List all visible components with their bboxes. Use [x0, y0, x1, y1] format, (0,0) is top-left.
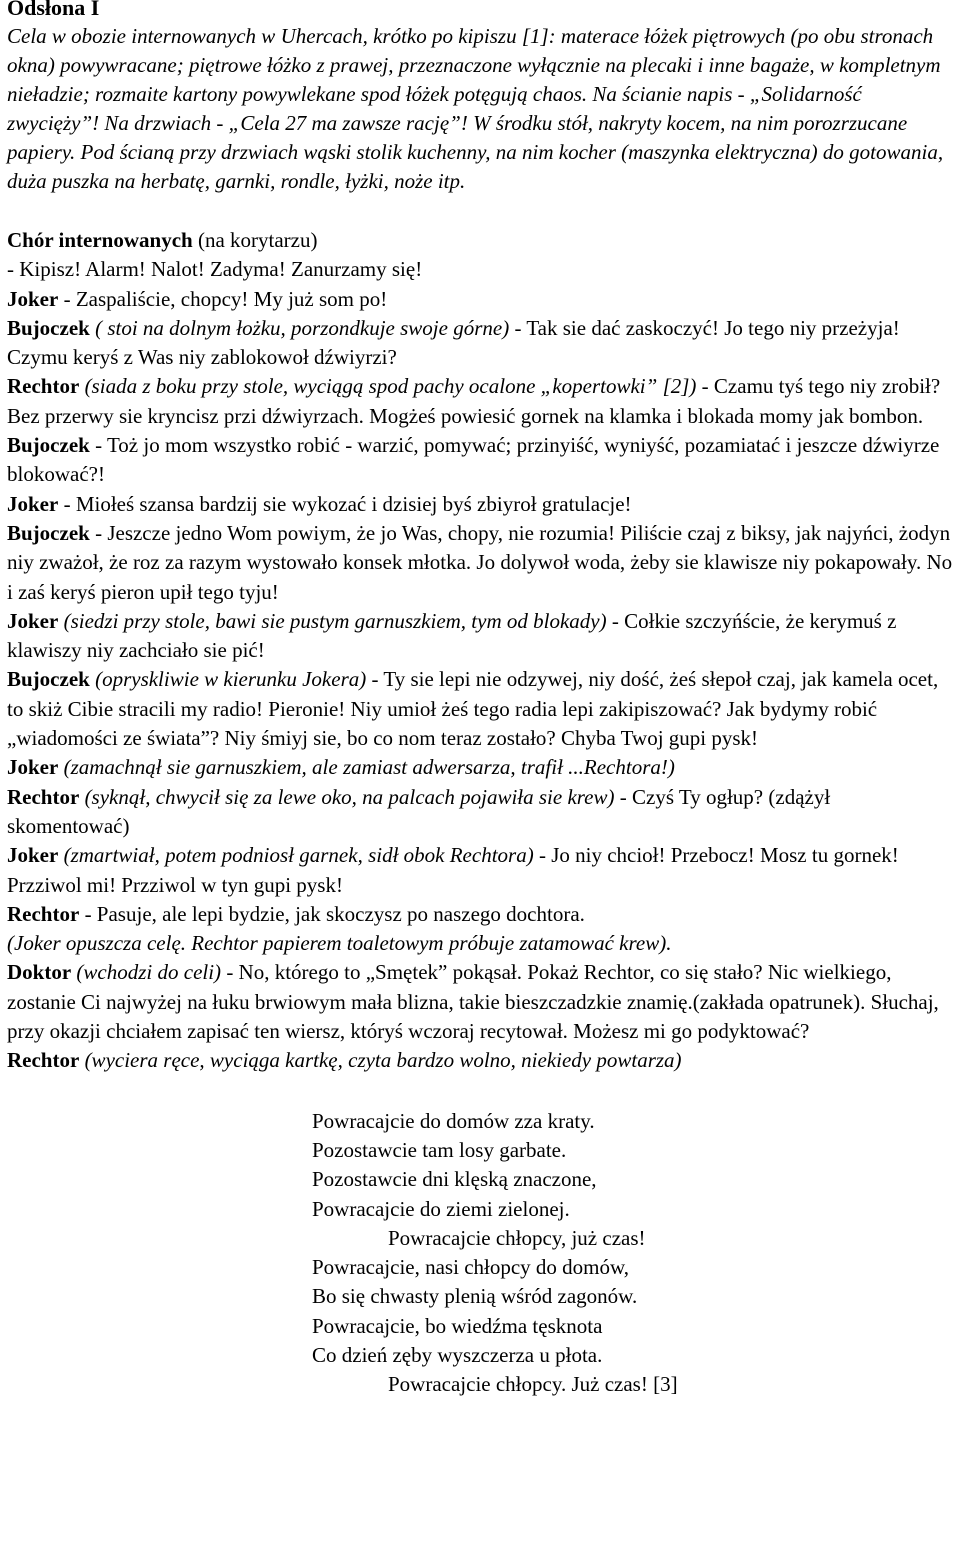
- speaker-name: Rechtor: [7, 374, 80, 399]
- stage-direction: (siada z boku przy stole, wyciągą spod pachy ocalone „kopertowki” [2]): [79, 374, 697, 399]
- dialogue-line: [7, 285, 954, 314]
- poem-verse: Co dzień zęby wyszczerza u płota.: [312, 1342, 603, 1367]
- spoken-text: - Czamu tyś tego niy zrobił? Bez przerwy sie kryncisz przi dźwiyrzach. Mogżeś powiesić gornek na klamka i blokada momy jak bombon.: [7, 374, 941, 428]
- spoken-text: - No, którego to „Smętek” pokąsał. Pokaż Rechtor, co się stało? Nic wielkiego, zostanie Ci najwyżej na łuku brwiowym mała blizna, takie bieszczadzkie znamię.(zakłada opatrunek). Słuchaj, przy okazji chciałem zapisać ten wiersz, któryś wczoraj recytował. Możesz mi go podyktować?: [7, 960, 939, 1044]
- spoken-text: - Zaspaliście, chopcy! My już som po!: [58, 286, 388, 311]
- spoken-text: - Kipisz! Alarm! Nalot! Zadyma! Zanurzamy się!: [7, 257, 423, 282]
- scene-heading: Odsłona I: [7, 0, 100, 20]
- spoken-text: - Tak sie dać zaskoczyć! Jo tego niy przeżyja! Czymu keryś z Was niy zablokowoł dźwiyrzi?: [7, 315, 900, 370]
- stage-direction: (siedzi przy stole, bawi sie pustym garnuszkiem, tym od blokady): [58, 608, 607, 633]
- dialogue-line: [7, 431, 954, 490]
- dialogue-line: [7, 226, 954, 255]
- dialogue-line: [7, 519, 954, 607]
- spoken-text: - Pasuje, ale lepi bydzie, jak skoczysz po naszego dochtora.: [79, 901, 585, 926]
- poem-refrain: Powracajcie chłopcy. Już czas! [3]: [388, 1372, 678, 1397]
- speaker-name: Joker: [7, 755, 59, 780]
- speaker-name: Joker: [7, 286, 59, 311]
- stage-direction: (wyciera ręce, wyciąga kartkę, czyta bardzo wolno, niekiedy powtarza): [79, 1048, 682, 1073]
- dialogue-line: [7, 255, 954, 284]
- speaker-name: Rechtor: [7, 901, 80, 926]
- dialogue-line: [7, 1046, 954, 1075]
- speaker-name: Bujoczek: [7, 433, 90, 458]
- stage-directions-intro: Cela w obozie internowanych w Uhercach, krótko po kipiszu [1]: materace łóżek piętrowych (po obu stronach okna) powywracane; piętrowe łóżko z prawej, przeznaczone wyłącznie na plecaki i inne bagaże, w kompletnym nieładzie; rozmaite kartony powywlekane spod łóżek potęgują chaos. Na ścianie napis - „Solidarność zwycięży”! Na drzwiach - „Cela 27 ma zawsze rację”! W środku stół, nakryty kocem, na nim porozrzucane papiery. Pod ścianą przy drzwiach wąski stolik kuchenny, na nim kocher (maszynka elektryczna) do gotowania, duża puszka na herbatę, garnki, rondle, łyżki, noże itp.: [7, 24, 944, 193]
- spoken-text: - Miołeś szansa bardzij sie wykozać i dzisiej byś zbiyroł gratulacje!: [58, 491, 632, 516]
- poem-verse: Bo się chwasty plenią wśród zagonów.: [312, 1284, 638, 1309]
- speaker-name: Joker: [7, 608, 59, 633]
- poem-verse: Powracajcie, nasi chłopcy do domów,: [312, 1255, 630, 1280]
- poem: [312, 1107, 954, 1400]
- stage-direction: (zamachnął sie garnuszkiem, ale zamiast adwersarza, trafił ...Rechtora!): [58, 755, 675, 780]
- speaker-name: Joker: [7, 491, 59, 516]
- spoken-text: - Toż jo mom wszystko robić - warzić, pomywać; przinyiść, wyniyść, pozamiatać i jeszcze dźwiyrze blokować?!: [7, 433, 940, 487]
- dialogue-line: [7, 958, 954, 1046]
- poem-verse: Powracajcie do domów zza kraty.: [312, 1108, 595, 1133]
- speaker-name: Rechtor: [7, 1048, 80, 1073]
- dialogue-line: [7, 372, 954, 431]
- dialogue-line: [7, 783, 954, 842]
- speaker-name: Rechtor: [7, 784, 80, 809]
- dialogue-line: [7, 607, 954, 666]
- poem-verse: Pozostawcie dni klęską znaczone,: [312, 1167, 597, 1192]
- speaker-name: Joker: [7, 843, 59, 868]
- spoken-text: - Jo niy chcioł! Przebocz! Mosz tu gornek! Przziwol mi! Przziwol w tyn gupi pysk!: [7, 843, 899, 897]
- spoken-text: - Ty sie lepi nie odzywej, niy dość, żeś słepoł czaj, jak kamela ocet, to skiż Cibie stracili my radio! Pieronie! Niy umioł żeś tego radia lepi zakipiszować? Jak bydymy robić „wiadomości ze świata”? Niy śmiyj sie, bo co nom teraz zostało? Chyba Twoj gupi pysk!: [7, 667, 939, 751]
- poem-verse: Pozostawcie tam losy garbate.: [312, 1137, 567, 1162]
- spoken-text: - Jeszcze jedno Wom powiym, że jo Was, chopy, nie rozumia! Piliście czaj z biksy, jak najyńci, żodyn niy zważoł, że roz za razym wystowało konsek młotka. Jo dolywoł woda, żeby sie klawisze niy pokapowały. No i zaś keryś pieron upił tego tyju!: [7, 520, 953, 604]
- dialogue-line: [7, 314, 954, 373]
- dialogue-line: [7, 753, 954, 782]
- poem-verse: Powracajcie do ziemi zielonej.: [312, 1196, 570, 1221]
- dialogue-section: [7, 226, 954, 1076]
- speaker-name: Bujoczek: [7, 667, 90, 692]
- speaker-name: Bujoczek: [7, 520, 90, 545]
- dialogue-line: [7, 665, 954, 753]
- dialogue-line: [7, 490, 954, 519]
- stage-direction: ( stoi na dolnym łożku, porzondkuje swoje górne): [89, 315, 510, 340]
- dialogue-line: [7, 929, 954, 958]
- speaker-name: Bujoczek: [7, 315, 90, 340]
- dialogue-line: [7, 900, 954, 929]
- stage-direction: (syknął, chwycił się za lewe oko, na palcach pojawiła sie krew): [79, 784, 615, 809]
- poem-verse: Powracajcie, bo wiedźma tęsknota: [312, 1313, 603, 1338]
- dialogue-line: [7, 841, 954, 900]
- stage-direction: (zmartwiał, potem podniosł garnek, sidł obok Rechtora): [58, 843, 534, 868]
- spoken-text: - Czyś Ty ogłup? (zdążył skomentować): [7, 784, 831, 838]
- stage-direction: (Joker opuszcza celę. Rechtor papierem toaletowym próbuje zatamować krew).: [7, 931, 672, 956]
- speaker-name: Chór internowanych: [7, 228, 193, 252]
- poem-refrain: Powracajcie chłopcy, już czas!: [388, 1225, 646, 1250]
- spoken-text: - Cołkie szczyńście, że kerymuś z klawiszy niy zachciało sie pić!: [7, 608, 897, 663]
- spoken-text: (na korytarzu): [192, 228, 318, 252]
- speaker-name: Doktor: [7, 960, 72, 985]
- stage-direction: (wchodzi do celi): [71, 960, 222, 985]
- stage-direction: (opryskliwie w kierunku Jokera): [89, 667, 367, 692]
